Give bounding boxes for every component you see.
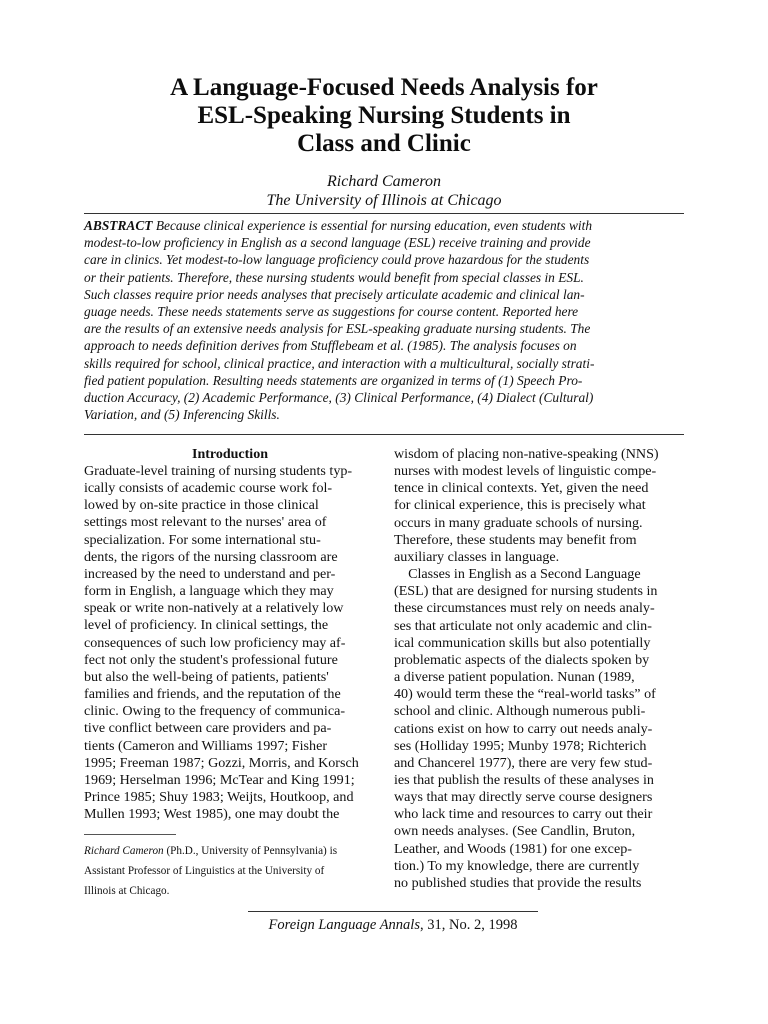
journal-footer-divider: [248, 911, 538, 912]
footnote-line: [84, 841, 376, 861]
body-line: ical communication skills but also potentially: [394, 634, 651, 651]
abstract-line: care in clinics. Yet modest-to-low language proficiency could prove hazardous for the students: [84, 252, 590, 268]
body-line: lowed by on-site practice in those clinical: [84, 497, 319, 514]
footnote-author-name: Richard Cameron: [84, 845, 164, 857]
body-line: dents, the rigors of the nursing classroom are: [84, 548, 338, 565]
body-line: Leather, and Woods (1981) for one excep-: [394, 840, 632, 857]
author-block: [84, 172, 684, 210]
body-line: nurses with modest levels of linguistic compe-: [394, 463, 657, 480]
title-line: Class and Clinic: [297, 130, 471, 157]
body-line: no published studies that provide the results: [394, 874, 642, 891]
body-line: cations exist on how to carry out needs analy-: [394, 720, 653, 737]
body-line: school and clinic. Although numerous publi-: [394, 703, 646, 720]
body-line: Classes in English as a Second Language: [394, 566, 641, 583]
footnote-first-line-text: (Ph.D., University of Pennsylvania) is: [163, 845, 338, 857]
abstract-line: Variation, and (5) Inferencing Skills.: [84, 407, 280, 423]
abstract-line: or their patients. Therefore, these nursing students would benefit from special classes in ESL.: [84, 269, 584, 285]
body-line: speak or write non-natively at a relatively low: [84, 600, 344, 617]
footnote-divider: [84, 834, 176, 835]
footnote-line: Illinois at Chicago.: [84, 885, 170, 897]
body-line: increased by the need to understand and per-: [84, 565, 336, 582]
body-line: level of proficiency. In clinical settings, the: [84, 617, 329, 634]
author-footnote: [84, 841, 376, 901]
body-line: Therefore, these students may benefit from: [394, 531, 637, 548]
body-line: these circumstances must rely on needs analy-: [394, 600, 655, 617]
body-line: tients (Cameron and Williams 1997; Fisher: [84, 737, 328, 754]
abstract-line: modest-to-low proficiency in English as a second language (ESL) receive training and provide: [84, 235, 591, 251]
body-line: Graduate-level training of nursing students typ-: [84, 463, 353, 479]
abstract-bottom-divider: [84, 434, 684, 435]
body-column-right: [394, 446, 686, 892]
body-line: 1969; Herselman 1996; McTear and King 1991;: [84, 771, 355, 788]
abstract-label: ABSTRACT: [84, 218, 153, 233]
journal-citation: [248, 916, 538, 934]
abstract: [84, 217, 684, 423]
body-line: own needs analyses. (See Candlin, Bruton,: [394, 823, 636, 840]
journal-name: Foreign Language Annals: [268, 917, 420, 933]
abstract-top-divider: [84, 213, 684, 214]
body-line: specialization. For some international stu-: [84, 531, 321, 548]
body-line: wisdom of placing non-native-speaking (NNS): [394, 446, 659, 462]
body-line: tive conflict between care providers and pa-: [84, 720, 332, 737]
body-line: occurs in many graduate schools of nursing.: [394, 514, 643, 531]
body-line: ses (Holliday 1995; Munby 1978; Richterich: [394, 737, 647, 754]
body-line: families and friends, and the reputation of the: [84, 686, 341, 703]
body-line: form in English, a language which they may: [84, 583, 334, 600]
body-line: Prince 1985; Shuy 1983; Weijts, Houtkoop, and: [84, 788, 354, 805]
abstract-line: approach to needs definition derives from Stufflebeam et al. (1985). The analysis focuses on: [84, 338, 577, 354]
body-line: 40) would term these the “real-world tasks” of: [394, 686, 656, 703]
body-line: problematic aspects of the dialects spoken by: [394, 651, 650, 668]
body-line: ways that may directly serve course designers: [394, 789, 653, 806]
body-line: auxiliary classes in language.: [394, 548, 560, 565]
abstract-line: duction Accuracy, (2) Academic Performance, (3) Clinical Performance, (4) Dialect (Cultural): [84, 390, 594, 406]
abstract-line: skills required for school, clinical practice, and interaction with a multicultural, socially strati-: [84, 355, 595, 371]
abstract-first-line-text: Because clinical experience is essential for nursing education, even students with: [152, 218, 593, 233]
body-line: but also the well-being of patients, patients': [84, 668, 329, 685]
body-line: who lack time and resources to carry out their: [394, 806, 653, 823]
body-line: settings most relevant to the nurses' area of: [84, 514, 327, 531]
body-line: clinic. Owing to the frequency of communica-: [84, 703, 346, 720]
abstract-line: are the results of an extensive needs analysis for ESL-speaking graduate nursing students. The: [84, 321, 591, 337]
title-line: A Language-Focused Needs Analysis for: [170, 74, 598, 101]
author-name: Richard Cameron: [327, 173, 441, 190]
footnote-line: Assistant Professor of Linguistics at the University of: [84, 865, 325, 877]
body-line: Mullen 1993; West 1985), one may doubt the: [84, 806, 340, 823]
body-line: ically consists of academic course work fol-: [84, 480, 333, 497]
body-line: a diverse patient population. Nunan (1989,: [394, 669, 635, 686]
body-line: ses that articulate not only academic and clin-: [394, 617, 652, 634]
body-line: and Chancerel 1977), there are very few stud-: [394, 754, 653, 771]
body-line: tion.) To my knowledge, there are currently: [394, 857, 640, 874]
body-line: tence in clinical contexts. Yet, given the need: [394, 480, 649, 497]
body-column-left: [84, 446, 376, 823]
body-line: (ESL) that are designed for nursing students in: [394, 583, 658, 600]
title-line: ESL-Speaking Nursing Students in: [197, 102, 571, 129]
body-line: ies that publish the results of these analyses in: [394, 771, 654, 788]
body-line: for clinical experience, this is precisely what: [394, 497, 646, 514]
abstract-line: Such classes require prior needs analyses that precisely articulate academic and clinical lan-: [84, 286, 585, 302]
paper-title: [84, 74, 684, 158]
journal-volume-issue-year: , 31, No. 2, 1998: [419, 917, 518, 933]
author-affiliation: The University of Illinois at Chicago: [266, 192, 502, 209]
body-line: consequences of such low proficiency may af-: [84, 634, 346, 651]
section-heading-introduction: Introduction: [192, 447, 268, 462]
abstract-line: guage needs. These needs statements serve as suggestions for course content. Reported here: [84, 304, 579, 320]
abstract-line: [84, 217, 684, 234]
abstract-line: fied patient population. Resulting needs statements are organized in terms of (1) Speech Pro-: [84, 372, 583, 388]
body-line: fect not only the student's professional future: [84, 651, 338, 668]
body-line: 1995; Freeman 1987; Gozzi, Morris, and Korsch: [84, 754, 359, 771]
